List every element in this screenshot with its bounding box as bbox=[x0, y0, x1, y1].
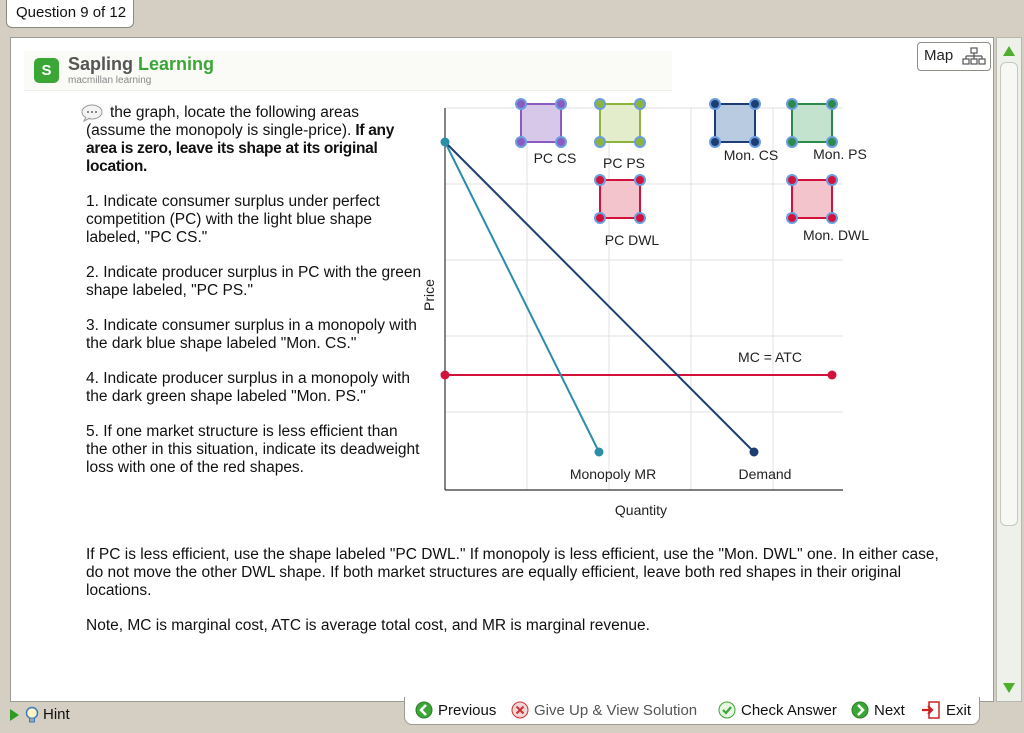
hint-toggle[interactable] bbox=[10, 706, 70, 724]
mc-line-left-handle[interactable] bbox=[441, 371, 450, 380]
brand-name: Sapling Learning bbox=[68, 54, 215, 74]
next-label: Next bbox=[874, 702, 905, 719]
demand-line-start-handle[interactable] bbox=[441, 138, 450, 147]
mon-dwl-label: Mon. DWL bbox=[802, 227, 870, 243]
x-axis-label: Quantity bbox=[614, 502, 668, 518]
instruction-item: 3. Indicate consumer surplus in a monopoly with the dark blue shape labeled "Mon. CS." bbox=[86, 317, 417, 352]
y-axis-label: Price bbox=[421, 279, 437, 311]
pc-ps-label: PC PS bbox=[602, 155, 646, 171]
next-button[interactable] bbox=[851, 701, 905, 719]
brand-logo bbox=[24, 51, 672, 91]
lightbulb-icon bbox=[25, 706, 39, 724]
instruction-note-paragraph: Note, MC is marginal cost, ATC is average total cost, and MR is marginal revenue. bbox=[86, 617, 650, 634]
pc-cs-shape[interactable] bbox=[516, 99, 576, 166]
instruction-item: 4. Indicate producer surplus in a monopoly with the dark green shape labeled "Mon. PS." bbox=[86, 370, 410, 405]
pc-cs-label: PC CS bbox=[533, 150, 577, 166]
mc-atc-label: MC = ATC bbox=[738, 349, 802, 365]
scroll-thumb[interactable] bbox=[1000, 62, 1018, 526]
map-button-label: Map bbox=[924, 47, 954, 64]
checkmark-icon bbox=[718, 701, 736, 719]
x-circle-icon bbox=[511, 701, 529, 719]
arrow-right-icon bbox=[851, 701, 869, 719]
expand-arrow-icon bbox=[10, 709, 19, 721]
exit-door-icon bbox=[921, 701, 941, 719]
demand-line-end-handle[interactable] bbox=[750, 448, 759, 457]
mon-cs-label: Mon. CS bbox=[723, 147, 779, 163]
pc-dwl-shape[interactable] bbox=[595, 175, 659, 248]
demand-label: Demand bbox=[738, 466, 792, 482]
mon-cs-shape[interactable] bbox=[710, 99, 778, 163]
map-button[interactable] bbox=[917, 42, 991, 71]
mon-ps-label: Mon. PS bbox=[813, 146, 867, 162]
arrow-left-icon bbox=[415, 701, 433, 719]
sitemap-icon bbox=[962, 47, 986, 65]
scroll-down-arrow-icon[interactable] bbox=[1003, 683, 1015, 693]
pc-ps-shape[interactable] bbox=[595, 99, 645, 171]
previous-label: Previous bbox=[438, 702, 497, 719]
vertical-scrollbar[interactable] bbox=[996, 37, 1022, 702]
sapling-logo-icon: S bbox=[34, 58, 59, 83]
instructions-continued bbox=[86, 546, 956, 652]
pc-dwl-label: PC DWL bbox=[604, 232, 660, 248]
exit-label: Exit bbox=[946, 702, 972, 719]
bottom-toolbar bbox=[404, 697, 980, 725]
scroll-up-arrow-icon[interactable] bbox=[1003, 46, 1015, 56]
question-tab[interactable]: Question 9 of 12 bbox=[6, 0, 134, 28]
give-up-label: Give Up & View Solution bbox=[534, 702, 698, 719]
instruction-item: 1. Indicate consumer surplus under perfect competition (PC) with the light blue shape labeled, "PC CS." bbox=[86, 193, 380, 246]
instructions-intro: the graph, locate the following areas (assume the monopoly is single-price). If any area is zero, leave its shape at its original location. bbox=[86, 104, 395, 175]
brand-subtitle: macmillan learning bbox=[68, 75, 152, 86]
exit-button[interactable] bbox=[921, 701, 971, 719]
economics-graph[interactable] bbox=[418, 90, 870, 530]
mr-line-end-handle[interactable] bbox=[595, 448, 604, 457]
instruction-dwl-paragraph: If PC is less efficient, use the shape labeled "PC DWL." If monopoly is less efficient, use the "Mon. DWL" one. In either case, do not move the other DWL shape. If both market structures are equally efficient, leave both red shapes in their original locations. bbox=[86, 546, 939, 599]
check-answer-button[interactable] bbox=[718, 701, 837, 719]
instruction-item: 2. Indicate producer surplus in PC with the green shape labeled, "PC PS." bbox=[86, 264, 422, 299]
give-up-button[interactable] bbox=[511, 701, 697, 719]
previous-button[interactable] bbox=[415, 701, 496, 719]
hint-label: Hint bbox=[43, 706, 70, 723]
monopoly-mr-label: Monopoly MR bbox=[569, 466, 657, 482]
check-answer-label: Check Answer bbox=[741, 702, 837, 719]
mc-line-right-handle[interactable] bbox=[828, 371, 837, 380]
monopoly-mr-line[interactable] bbox=[445, 142, 599, 452]
instruction-item: 5. If one market structure is less efficient than the other in this situation, indicate its deadweight loss with one of the red shapes. bbox=[86, 423, 420, 476]
instructions bbox=[86, 104, 422, 494]
